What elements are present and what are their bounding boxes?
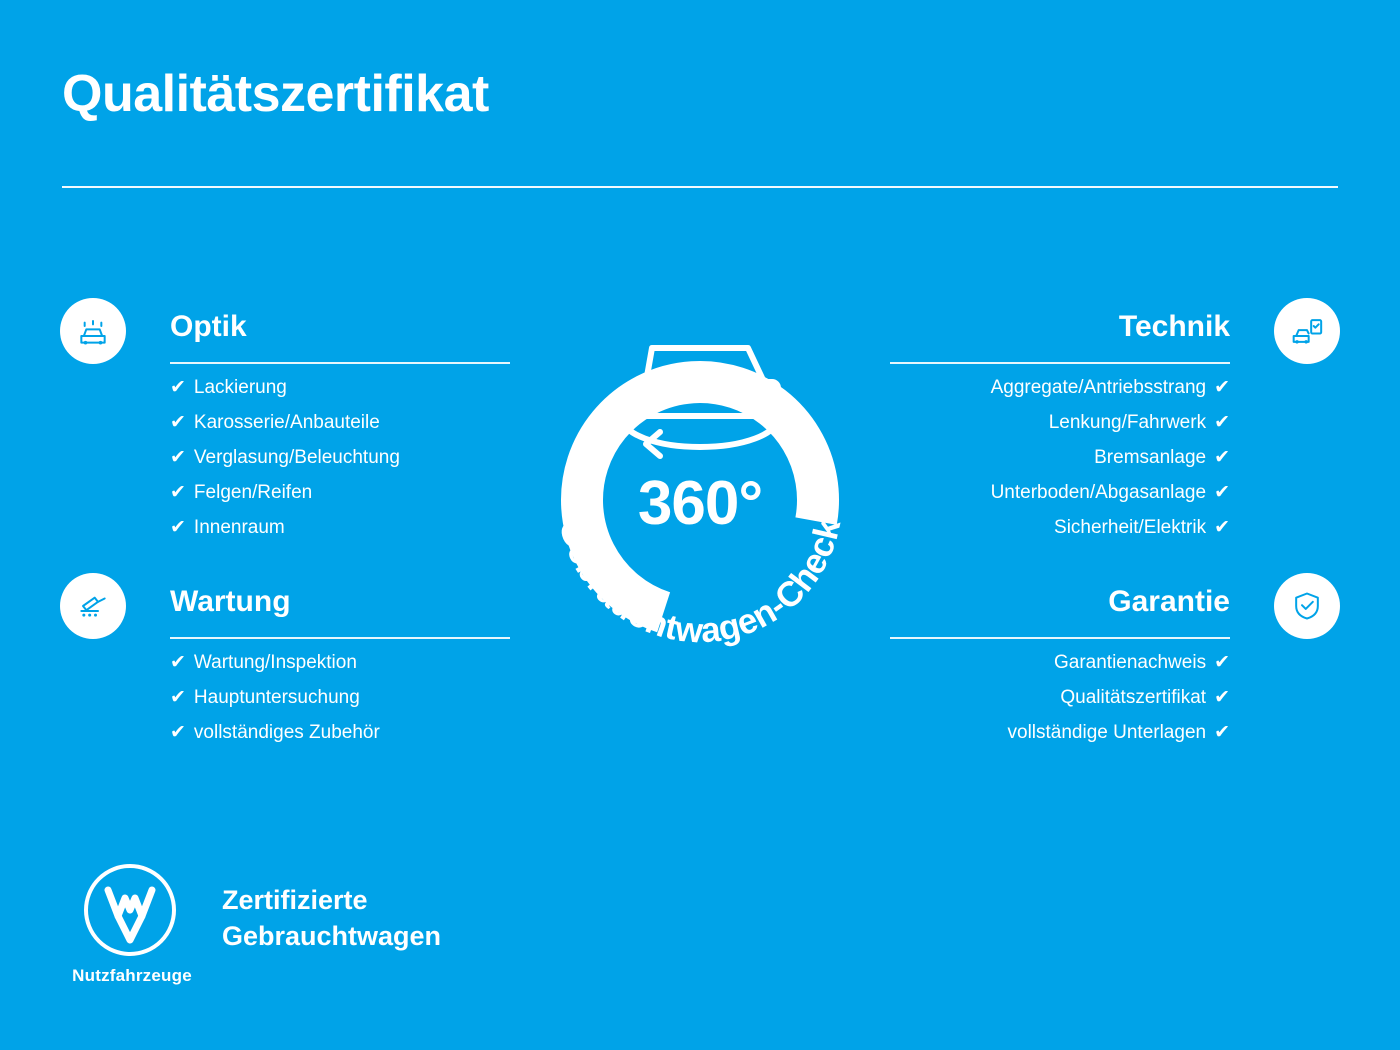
section-technik-divider <box>890 362 1230 364</box>
check-icon: ✔ <box>170 482 186 503</box>
list-item <box>870 510 1230 545</box>
section-wartung-divider <box>170 637 510 639</box>
footer-line-2: Gebrauchtwagen <box>222 921 442 952</box>
360-check-graphic <box>500 250 900 670</box>
check-icon: ✔ <box>170 652 186 673</box>
check-icon: ✔ <box>1214 652 1230 673</box>
check-icon: ✔ <box>1214 377 1230 398</box>
section-wartung-list <box>60 645 530 750</box>
check-icon: ✔ <box>1214 412 1230 433</box>
list-item <box>870 370 1230 405</box>
section-technik-title: Technik <box>1118 310 1230 343</box>
check-icon: ✔ <box>1214 517 1230 538</box>
list-item <box>170 680 530 715</box>
list-item <box>170 475 530 510</box>
section-garantie-title: Garantie <box>1108 585 1230 618</box>
section-optik <box>60 290 530 545</box>
footer <box>62 860 762 1010</box>
check-icon: ✔ <box>170 687 186 708</box>
vw-logo <box>80 860 180 960</box>
section-wartung-header <box>60 565 530 645</box>
list-item-label: Hauptuntersuchung <box>193 687 360 708</box>
list-item <box>170 715 530 750</box>
list-item-label: Sicherheit/Elektrik <box>1054 517 1207 538</box>
check-icon: ✔ <box>1214 482 1230 503</box>
check-icon: ✔ <box>170 722 186 743</box>
check-icon: ✔ <box>1214 447 1230 468</box>
car-wash-icon <box>60 298 126 364</box>
check-icon: ✔ <box>1214 722 1230 743</box>
section-garantie <box>870 565 1340 750</box>
shield-check-icon <box>1274 573 1340 639</box>
list-item-label: Unterboden/Abgasanlage <box>990 482 1207 503</box>
list-item <box>170 510 530 545</box>
list-item <box>870 475 1230 510</box>
check-icon: ✔ <box>1214 687 1230 708</box>
list-item-label: Felgen/Reifen <box>193 482 313 503</box>
footer-text <box>222 882 441 955</box>
section-technik-header <box>870 290 1340 370</box>
section-garantie-list <box>870 645 1340 750</box>
page-title: Qualitätszertifikat <box>62 65 489 123</box>
arc-label: Gebrauchtwagen-Check <box>551 514 849 651</box>
section-garantie-divider <box>890 637 1230 639</box>
list-item-label: Karosserie/Anbauteile <box>193 412 380 433</box>
check-icon: ✔ <box>170 412 186 433</box>
list-item <box>870 440 1230 475</box>
list-item-label: Wartung/Inspektion <box>193 652 357 673</box>
section-wartung-title: Wartung <box>170 585 291 618</box>
list-item <box>170 405 530 440</box>
oil-can-icon <box>60 573 126 639</box>
list-item <box>170 370 530 405</box>
360-arc-svg <box>500 250 900 670</box>
list-item-label: Innenraum <box>193 517 285 538</box>
footer-line-1: Zertifizierte <box>222 885 368 915</box>
car-checklist-icon <box>1274 298 1340 364</box>
list-item <box>870 680 1230 715</box>
section-optik-title: Optik <box>170 310 247 343</box>
list-item <box>870 715 1230 750</box>
list-item-label: Qualitätszertifikat <box>1060 687 1207 708</box>
list-item-label: vollständige Unterlagen <box>1007 722 1207 743</box>
list-item-label: Aggregate/Antriebsstrang <box>990 377 1207 398</box>
section-optik-divider <box>170 362 510 364</box>
list-item-label: vollständiges Zubehör <box>193 722 380 743</box>
list-item-label: Lenkung/Fahrwerk <box>1048 412 1207 433</box>
360-value: 360° <box>637 469 763 538</box>
vw-logo-subtitle: Nutzfahrzeuge <box>72 966 192 985</box>
section-optik-header <box>60 290 530 370</box>
list-item <box>870 645 1230 680</box>
section-technik-list <box>870 370 1340 545</box>
list-item-label: Verglasung/Beleuchtung <box>193 447 400 468</box>
list-item <box>870 405 1230 440</box>
check-icon: ✔ <box>170 447 186 468</box>
list-item-label: Bremsanlage <box>1094 447 1207 468</box>
check-icon: ✔ <box>170 517 186 538</box>
section-wartung <box>60 565 530 750</box>
check-icon: ✔ <box>170 377 186 398</box>
list-item <box>170 440 530 475</box>
section-garantie-header <box>870 565 1340 645</box>
list-item-label: Lackierung <box>193 377 287 398</box>
list-item <box>170 645 530 680</box>
header-divider <box>62 186 1338 188</box>
section-optik-list <box>60 370 530 545</box>
section-technik <box>870 290 1340 545</box>
list-item-label: Garantienachweis <box>1053 652 1207 673</box>
